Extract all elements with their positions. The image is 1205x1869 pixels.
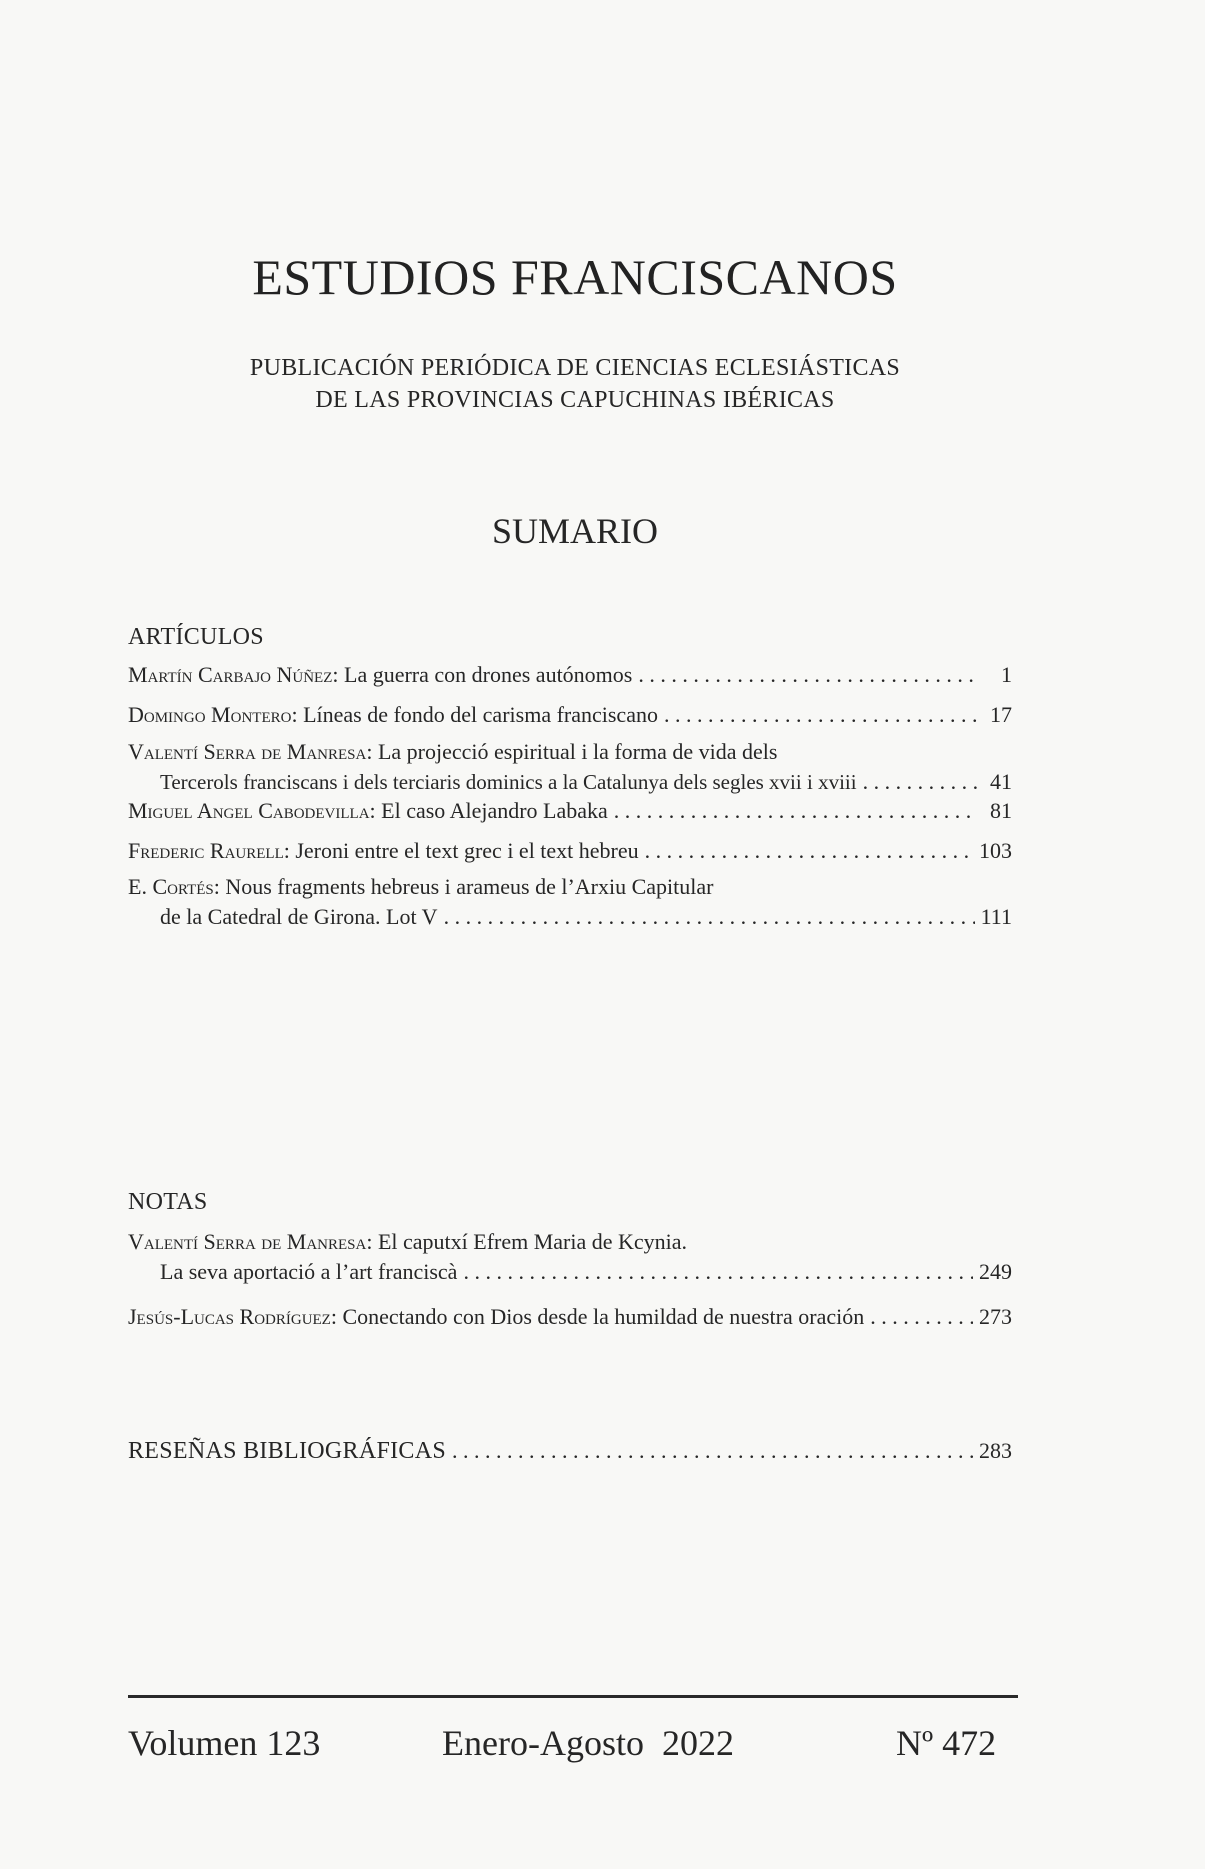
entry-title: Jeroni entre el text grec i el text hebreu	[295, 838, 639, 863]
entry-title-continued: Tercerols franciscans i dels terciaris dominics a la Catalunya dels segles xvii i xviii	[160, 770, 857, 794]
entry-author: Miguel Angel Cabodevilla:	[128, 798, 376, 823]
articulos-heading: ARTÍCULOS	[128, 624, 264, 650]
notas-heading: NOTAS	[128, 1189, 208, 1215]
toc-entry	[128, 796, 1012, 826]
entry-title: El caputxí Efrem Maria de Kcynia.	[377, 1229, 688, 1254]
leader-dots	[645, 836, 973, 866]
entry-author: Domingo Montero:	[128, 702, 298, 727]
entry-page: 249	[979, 1259, 1012, 1284]
journal-title: ESTUDIOS FRANCISCANOS	[252, 249, 898, 305]
leader-dots	[444, 902, 975, 932]
entry-title-continued: La seva aportació a l’art franciscà	[160, 1259, 458, 1284]
footer-number: Nº 472	[896, 1723, 997, 1763]
toc-entry	[128, 836, 1012, 866]
entry-title: La projecció espiritual i la forma de vida dels	[377, 739, 778, 764]
entry-page: 273	[979, 1304, 1012, 1329]
sumario-heading: SUMARIO	[491, 511, 659, 551]
toc-entry	[128, 660, 1012, 690]
footer-rule	[128, 1695, 1018, 1698]
entry-page: 1	[1001, 662, 1012, 687]
leader-dots	[638, 660, 978, 690]
entry-title: El caso Alejandro Labaka	[381, 798, 608, 823]
entry-author: Frederic Raurell:	[128, 838, 290, 863]
entry-title: Conectando con Dios desde la humildad de nuestra oración	[342, 1304, 865, 1329]
journal-subtitle-line1: PUBLICACIÓN PERIÓDICA DE CIENCIAS ECLESIÁSTICAS	[249, 355, 901, 381]
entry-title: Nous fragments hebreus i arameus de l’Arxiu Capitular	[225, 874, 714, 899]
leader-dots	[614, 796, 978, 826]
entry-title: La guerra con drones autónomos	[344, 662, 633, 687]
entry-author: Jesús-Lucas Rodríguez:	[128, 1304, 337, 1329]
leader-dots	[452, 1436, 973, 1466]
footer-date: Enero-Agosto 2022	[442, 1723, 734, 1763]
toc-entry	[128, 1302, 1012, 1332]
entry-author: Martín Carbajo Núñez:	[128, 662, 339, 687]
leader-dots	[863, 767, 978, 797]
entry-page: 111	[980, 904, 1012, 929]
leader-dots	[463, 1257, 973, 1287]
toc-entry	[128, 1436, 1012, 1466]
footer-volume: Volumen 123	[128, 1723, 321, 1763]
toc-entry	[128, 700, 1012, 730]
entry-page: 81	[990, 798, 1012, 823]
journal-subtitle-line2: DE LAS PROVINCIAS CAPUCHINAS IBÉRICAS	[315, 387, 835, 413]
toc-entry	[128, 872, 1012, 932]
resenas-heading: RESEÑAS BIBLIOGRÁFICAS	[128, 1438, 446, 1464]
entry-page: 283	[979, 1438, 1012, 1463]
entry-author: Valentí Serra de Manresa:	[128, 1229, 373, 1254]
entry-page: 17	[990, 702, 1012, 727]
entry-author: Valentí Serra de Manresa:	[128, 739, 373, 764]
entry-page: 103	[979, 838, 1012, 863]
entry-title-continued: de la Catedral de Girona. Lot V	[160, 904, 438, 929]
entry-title: Líneas de fondo del carisma franciscano	[303, 702, 658, 727]
entry-page: 41	[990, 769, 1012, 794]
toc-entry	[128, 1227, 1012, 1287]
entry-author: E. Cortés:	[128, 874, 220, 899]
leader-dots	[664, 700, 978, 730]
toc-entry	[128, 737, 1012, 797]
leader-dots	[870, 1302, 973, 1332]
